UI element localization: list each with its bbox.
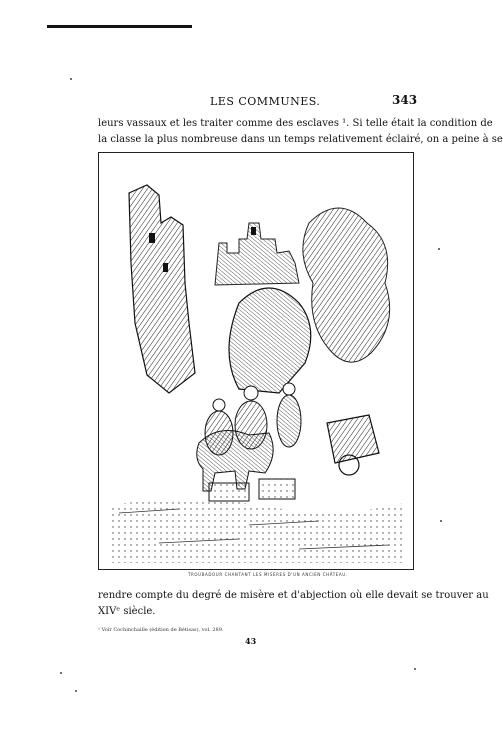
- figure-caption: TROUBADOUR CHANTANT LES MISÈRES D'UN ANCIEN CHÂTEAU.: [188, 572, 348, 577]
- text-line: la classe la plus nombreuse dans un temps relativement éclairé, on a peine à se: [98, 134, 503, 145]
- signature-mark: 43: [245, 636, 257, 646]
- engraving-illustration: [98, 152, 414, 570]
- page-header: [0, 95, 500, 109]
- text-line: rendre compte du degré de misère et d'abjection où elle devait se trouver au: [98, 590, 489, 601]
- scan-speck: [440, 520, 442, 522]
- running-head: LES COMMUNES.: [210, 95, 321, 108]
- footnote: ¹ Voir Cochinchaille (édition de Bétisas), vol. 289.: [98, 627, 224, 633]
- scan-speck: [60, 672, 62, 674]
- scan-speck: [438, 248, 440, 250]
- scan-speck: [75, 690, 77, 692]
- scan-speck: [70, 78, 72, 80]
- paragraph-bottom: [98, 588, 489, 620]
- engraving-drawing: [99, 153, 413, 569]
- text-line: leurs vassaux et les traiter comme des esclaves ¹. Si telle était la condition de: [98, 118, 493, 129]
- text-line: XIVᵉ siècle.: [98, 606, 156, 617]
- page-number: 343: [392, 93, 418, 107]
- top-rule: [47, 25, 192, 28]
- paragraph-top: [98, 116, 503, 148]
- scan-speck: [414, 668, 416, 670]
